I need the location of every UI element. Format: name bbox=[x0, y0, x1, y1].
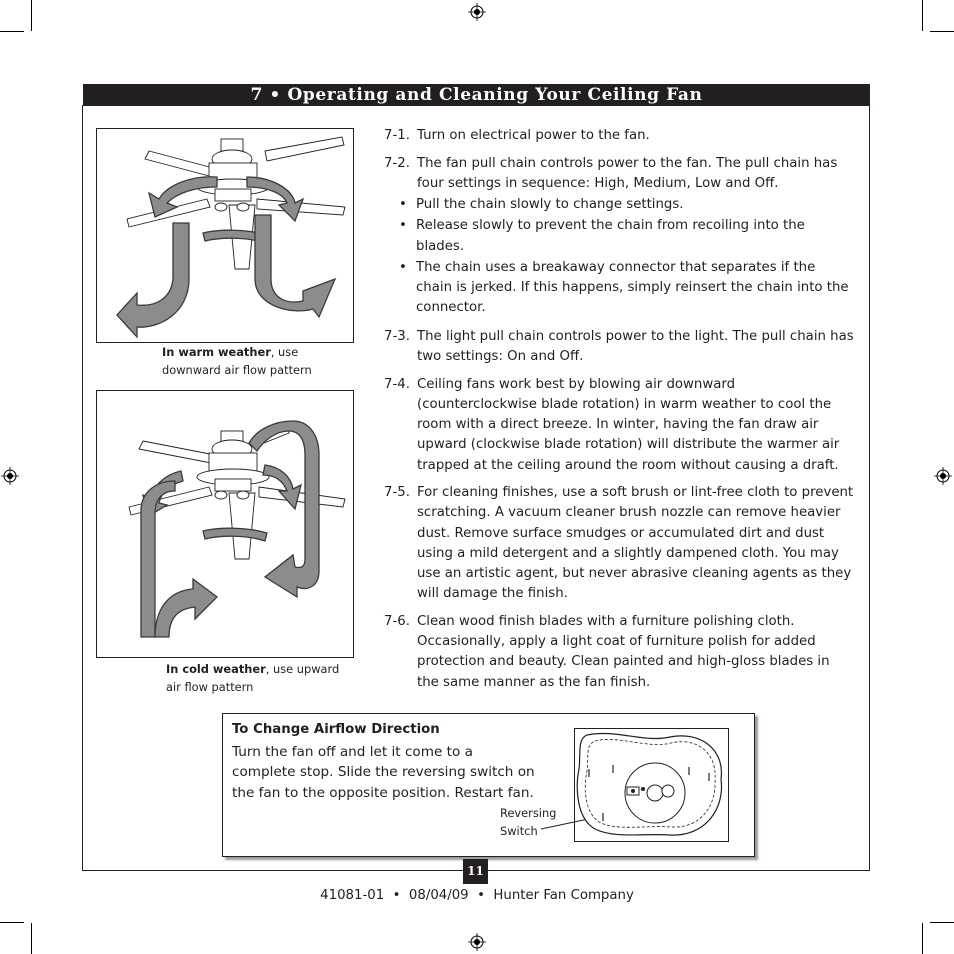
callout-text: Turn the fan off and let it come to a complete stop. Slide the reversing switch on the fan to the opposite position. Restart fan. bbox=[232, 744, 535, 801]
caption-text: , use upward air flow pattern bbox=[166, 662, 340, 694]
crop-mark bbox=[31, 0, 32, 31]
footer-info: 41081-01 • 08/04/09 • Hunter Fan Company bbox=[320, 888, 634, 903]
cold-weather-caption bbox=[166, 660, 341, 696]
warm-weather-illustration bbox=[96, 128, 354, 343]
registration-mark-icon bbox=[468, 933, 486, 951]
frame-border bbox=[82, 105, 83, 871]
step-number: 7-2. bbox=[384, 155, 410, 171]
bullet-item: • Pull the chain slowly to change settings. bbox=[384, 195, 854, 215]
registration-mark-icon bbox=[468, 3, 486, 21]
caption-bold: In cold weather bbox=[166, 662, 266, 676]
step-number: 7-3. bbox=[384, 328, 410, 344]
bullet-item: • The chain uses a breakaway connector that separates if the chain is jerked. If this happens, simply reinsert the chain into the connector. bbox=[384, 258, 854, 319]
step-7-1 bbox=[384, 126, 854, 146]
crop-mark bbox=[31, 923, 32, 954]
crop-mark bbox=[922, 923, 923, 954]
airflow-direction-callout bbox=[222, 713, 755, 857]
step-number: 7-5. bbox=[384, 485, 410, 501]
page-number: 11 bbox=[463, 859, 488, 884]
frame-border bbox=[869, 105, 870, 871]
crop-mark bbox=[922, 0, 923, 31]
step-text: For cleaning finishes, use a soft brush or lint-free cloth to prevent scratching. A vacuum cleaner brush nozzle can remove heavier dust. Remove surface smudges or accumulated dirt and dust using a mild detergent and a slightly dampened cloth. You may use an artistic agent, but never abrasive cleaning agents as they will damage the finish. bbox=[417, 485, 854, 602]
step-7-5 bbox=[384, 483, 854, 604]
instruction-steps bbox=[384, 126, 854, 700]
step-7-6 bbox=[384, 612, 854, 693]
section-header bbox=[83, 84, 870, 106]
callout-title: To Change Airflow Direction bbox=[232, 722, 440, 737]
crop-mark bbox=[0, 922, 24, 923]
fan-upward-airflow-icon bbox=[97, 391, 353, 657]
step-number: 7-1. bbox=[384, 128, 410, 143]
step-text: Clean wood finish blades with a furniture polishing cloth. Occasionally, apply a light coat of furniture polish for added protection and beauty. Clean painted and high-gloss blades in the same manner as the fan finish. bbox=[417, 613, 830, 690]
reversing-switch-illustration bbox=[574, 728, 729, 842]
crop-mark bbox=[930, 922, 954, 923]
step-text: The fan pull chain controls power to the fan. The pull chain has four settings in sequence: High, Medium, Low and Off. bbox=[417, 155, 838, 191]
step-7-2 bbox=[384, 154, 854, 320]
bullet-item: • Release slowly to prevent the chain from recoiling into the blades. bbox=[384, 216, 854, 256]
label-line: Switch bbox=[500, 824, 538, 838]
step-number: 7-6. bbox=[384, 613, 410, 629]
step-text: The light pull chain controls power to the light. The pull chain has two settings: On and Off. bbox=[417, 328, 854, 365]
step-bullets bbox=[384, 195, 854, 318]
step-7-3 bbox=[384, 327, 854, 367]
caption-text: , use downward air flow pattern bbox=[162, 345, 312, 377]
registration-mark-icon bbox=[934, 467, 952, 485]
label-line: Reversing bbox=[500, 806, 557, 820]
crop-mark bbox=[930, 31, 954, 32]
step-number: 7-4. bbox=[384, 376, 410, 392]
step-text: Ceiling fans work best by blowing air downward (counterclockwise blade rotation) in warm weather to cool the room with a direct breeze. In winter, having the fan draw air upward (clockwise blade rotation) will distribute the warmer air trapped at the ceiling around the room without causing a draft. bbox=[417, 376, 840, 473]
step-7-4 bbox=[384, 375, 854, 476]
warm-weather-caption bbox=[162, 343, 342, 379]
step-text: Turn on electrical power to the fan. bbox=[417, 128, 650, 143]
fan-downward-airflow-icon bbox=[97, 129, 353, 342]
section-title: 7 • Operating and Cleaning Your Ceiling Fan bbox=[250, 85, 703, 105]
registration-mark-icon bbox=[1, 467, 19, 485]
cold-weather-illustration bbox=[96, 390, 354, 658]
crop-mark bbox=[0, 31, 24, 32]
fan-motor-housing-icon bbox=[575, 729, 728, 841]
caption-bold: In warm weather bbox=[162, 345, 271, 359]
